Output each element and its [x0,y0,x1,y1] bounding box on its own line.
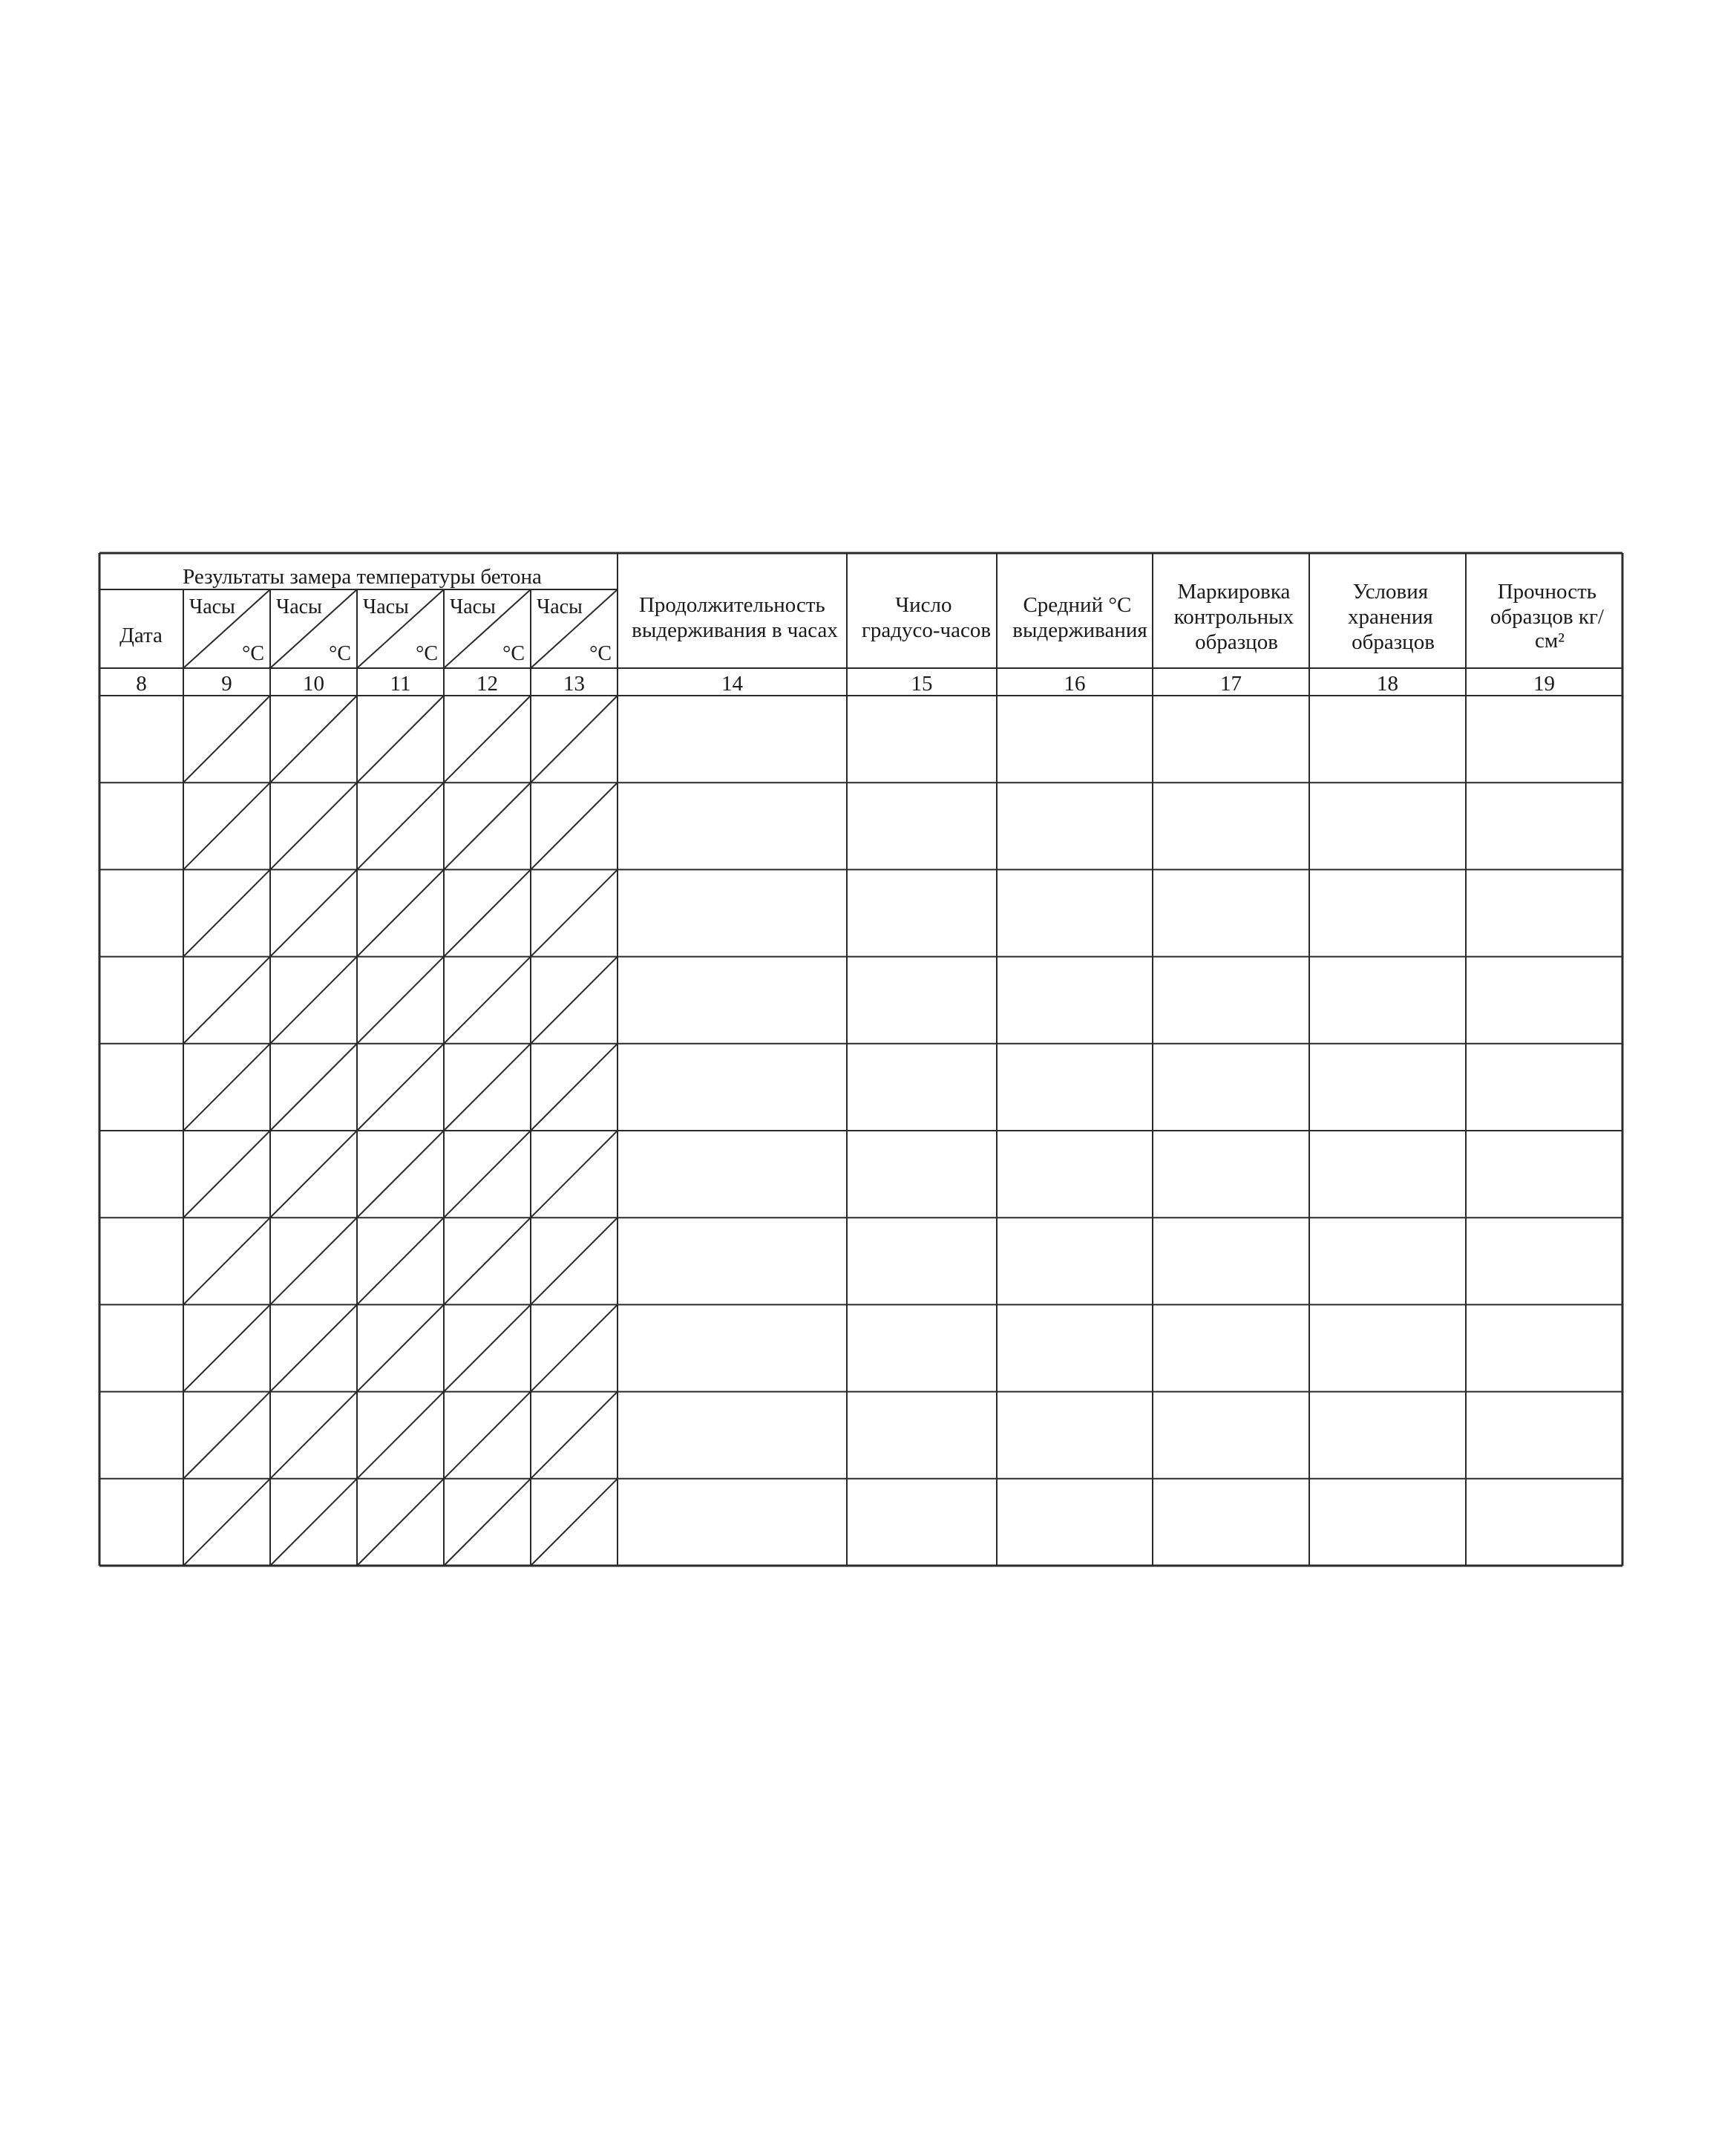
temperature-label: °С [589,642,612,665]
data-cell-diagonal [270,957,357,1044]
duration-header: Продолжительность выдерживания в часах [632,593,838,642]
data-cell-diagonal [531,1392,618,1479]
column-number-row [136,672,1555,696]
data-cell-diagonal [270,1479,357,1566]
data-cell-diagonal [183,1044,270,1131]
data-cell-diagonal [357,1131,444,1218]
data-cell-diagonal [357,1392,444,1479]
data-cell-diagonal [270,1218,357,1304]
column-number: 10 [303,672,324,696]
column-number: 8 [136,672,147,696]
temperature-label: °С [416,642,438,665]
data-cell-diagonal [270,696,357,782]
column-number: 17 [1220,672,1242,696]
degree-hours-header: Число градусо-часов [861,593,992,642]
column-number: 15 [911,672,933,696]
data-cell-diagonal [444,1044,531,1131]
table-grid [99,553,1622,1566]
hours-label: Часы [537,595,583,618]
data-cell-diagonal [270,1044,357,1131]
data-cell-diagonal [531,869,618,956]
data-cell-diagonal [357,869,444,956]
data-cell-diagonal [531,782,618,869]
data-cell-diagonal [531,1218,618,1304]
data-cell-diagonal [531,1479,618,1566]
data-cell-diagonal [183,1479,270,1566]
data-cell-diagonal [444,1479,531,1566]
data-cell-diagonal [444,1218,531,1304]
data-cell-diagonal [270,1304,357,1391]
average-temperature-header: Средний °С выдерживания [1012,593,1147,642]
column-number: 16 [1064,672,1086,696]
data-cell-diagonal [183,696,270,782]
data-cell-diagonal [531,1131,618,1218]
hours-label: Часы [363,595,409,618]
column-number: 13 [563,672,585,696]
data-cell-diagonal [444,1304,531,1391]
column-number: 9 [221,672,232,696]
data-cell-diagonal [357,957,444,1044]
data-cell-diagonal [357,782,444,869]
data-cell-diagonal [183,1131,270,1218]
data-cell-diagonal [270,1392,357,1479]
date-header: Дата [119,624,163,647]
column-number: 12 [476,672,498,696]
data-cell-diagonal [531,696,618,782]
data-cell-diagonal [444,1131,531,1218]
data-cell-diagonal [183,1218,270,1304]
hours-label: Часы [450,595,496,618]
data-cell-diagonal [444,869,531,956]
hours-label: Часы [276,595,322,618]
data-cell-diagonal [357,1044,444,1131]
data-cell-diagonal [183,782,270,869]
data-cell-diagonal [531,1304,618,1391]
data-cell-diagonal [183,1392,270,1479]
data-cell-diagonal [444,1392,531,1479]
column-number: 11 [390,672,411,696]
data-cell-diagonal [357,1479,444,1566]
data-cell-diagonal [444,957,531,1044]
data-cell-diagonal [270,782,357,869]
data-cell-diagonal [183,957,270,1044]
group-header: Результаты замера температуры бетона [183,565,542,589]
data-cell-diagonal [444,696,531,782]
strength-header: Прочность образцов кг/ см² [1490,580,1604,653]
temperature-label: °С [242,642,264,665]
data-cell-diagonal [444,782,531,869]
data-cell-diagonal [183,869,270,956]
data-cell-diagonal [270,869,357,956]
data-cell-diagonal [531,1044,618,1131]
data-cell-diagonal [357,696,444,782]
data-cell-diagonal [357,1304,444,1391]
data-cell-diagonal [531,957,618,1044]
data-cell-diagonal [270,1131,357,1218]
column-number: 14 [721,672,743,696]
storage-conditions-header: Условия хранения образцов [1348,580,1435,654]
data-cell-diagonal [357,1218,444,1304]
hours-label: Часы [189,595,235,618]
marking-header: Маркировка контрольных образцов [1173,580,1294,654]
column-number: 19 [1533,672,1555,696]
temperature-label: °С [502,642,525,665]
column-number: 18 [1377,672,1398,696]
data-cell-diagonal [183,1304,270,1391]
cell-diagonals [183,589,618,1566]
temperature-label: °С [329,642,351,665]
